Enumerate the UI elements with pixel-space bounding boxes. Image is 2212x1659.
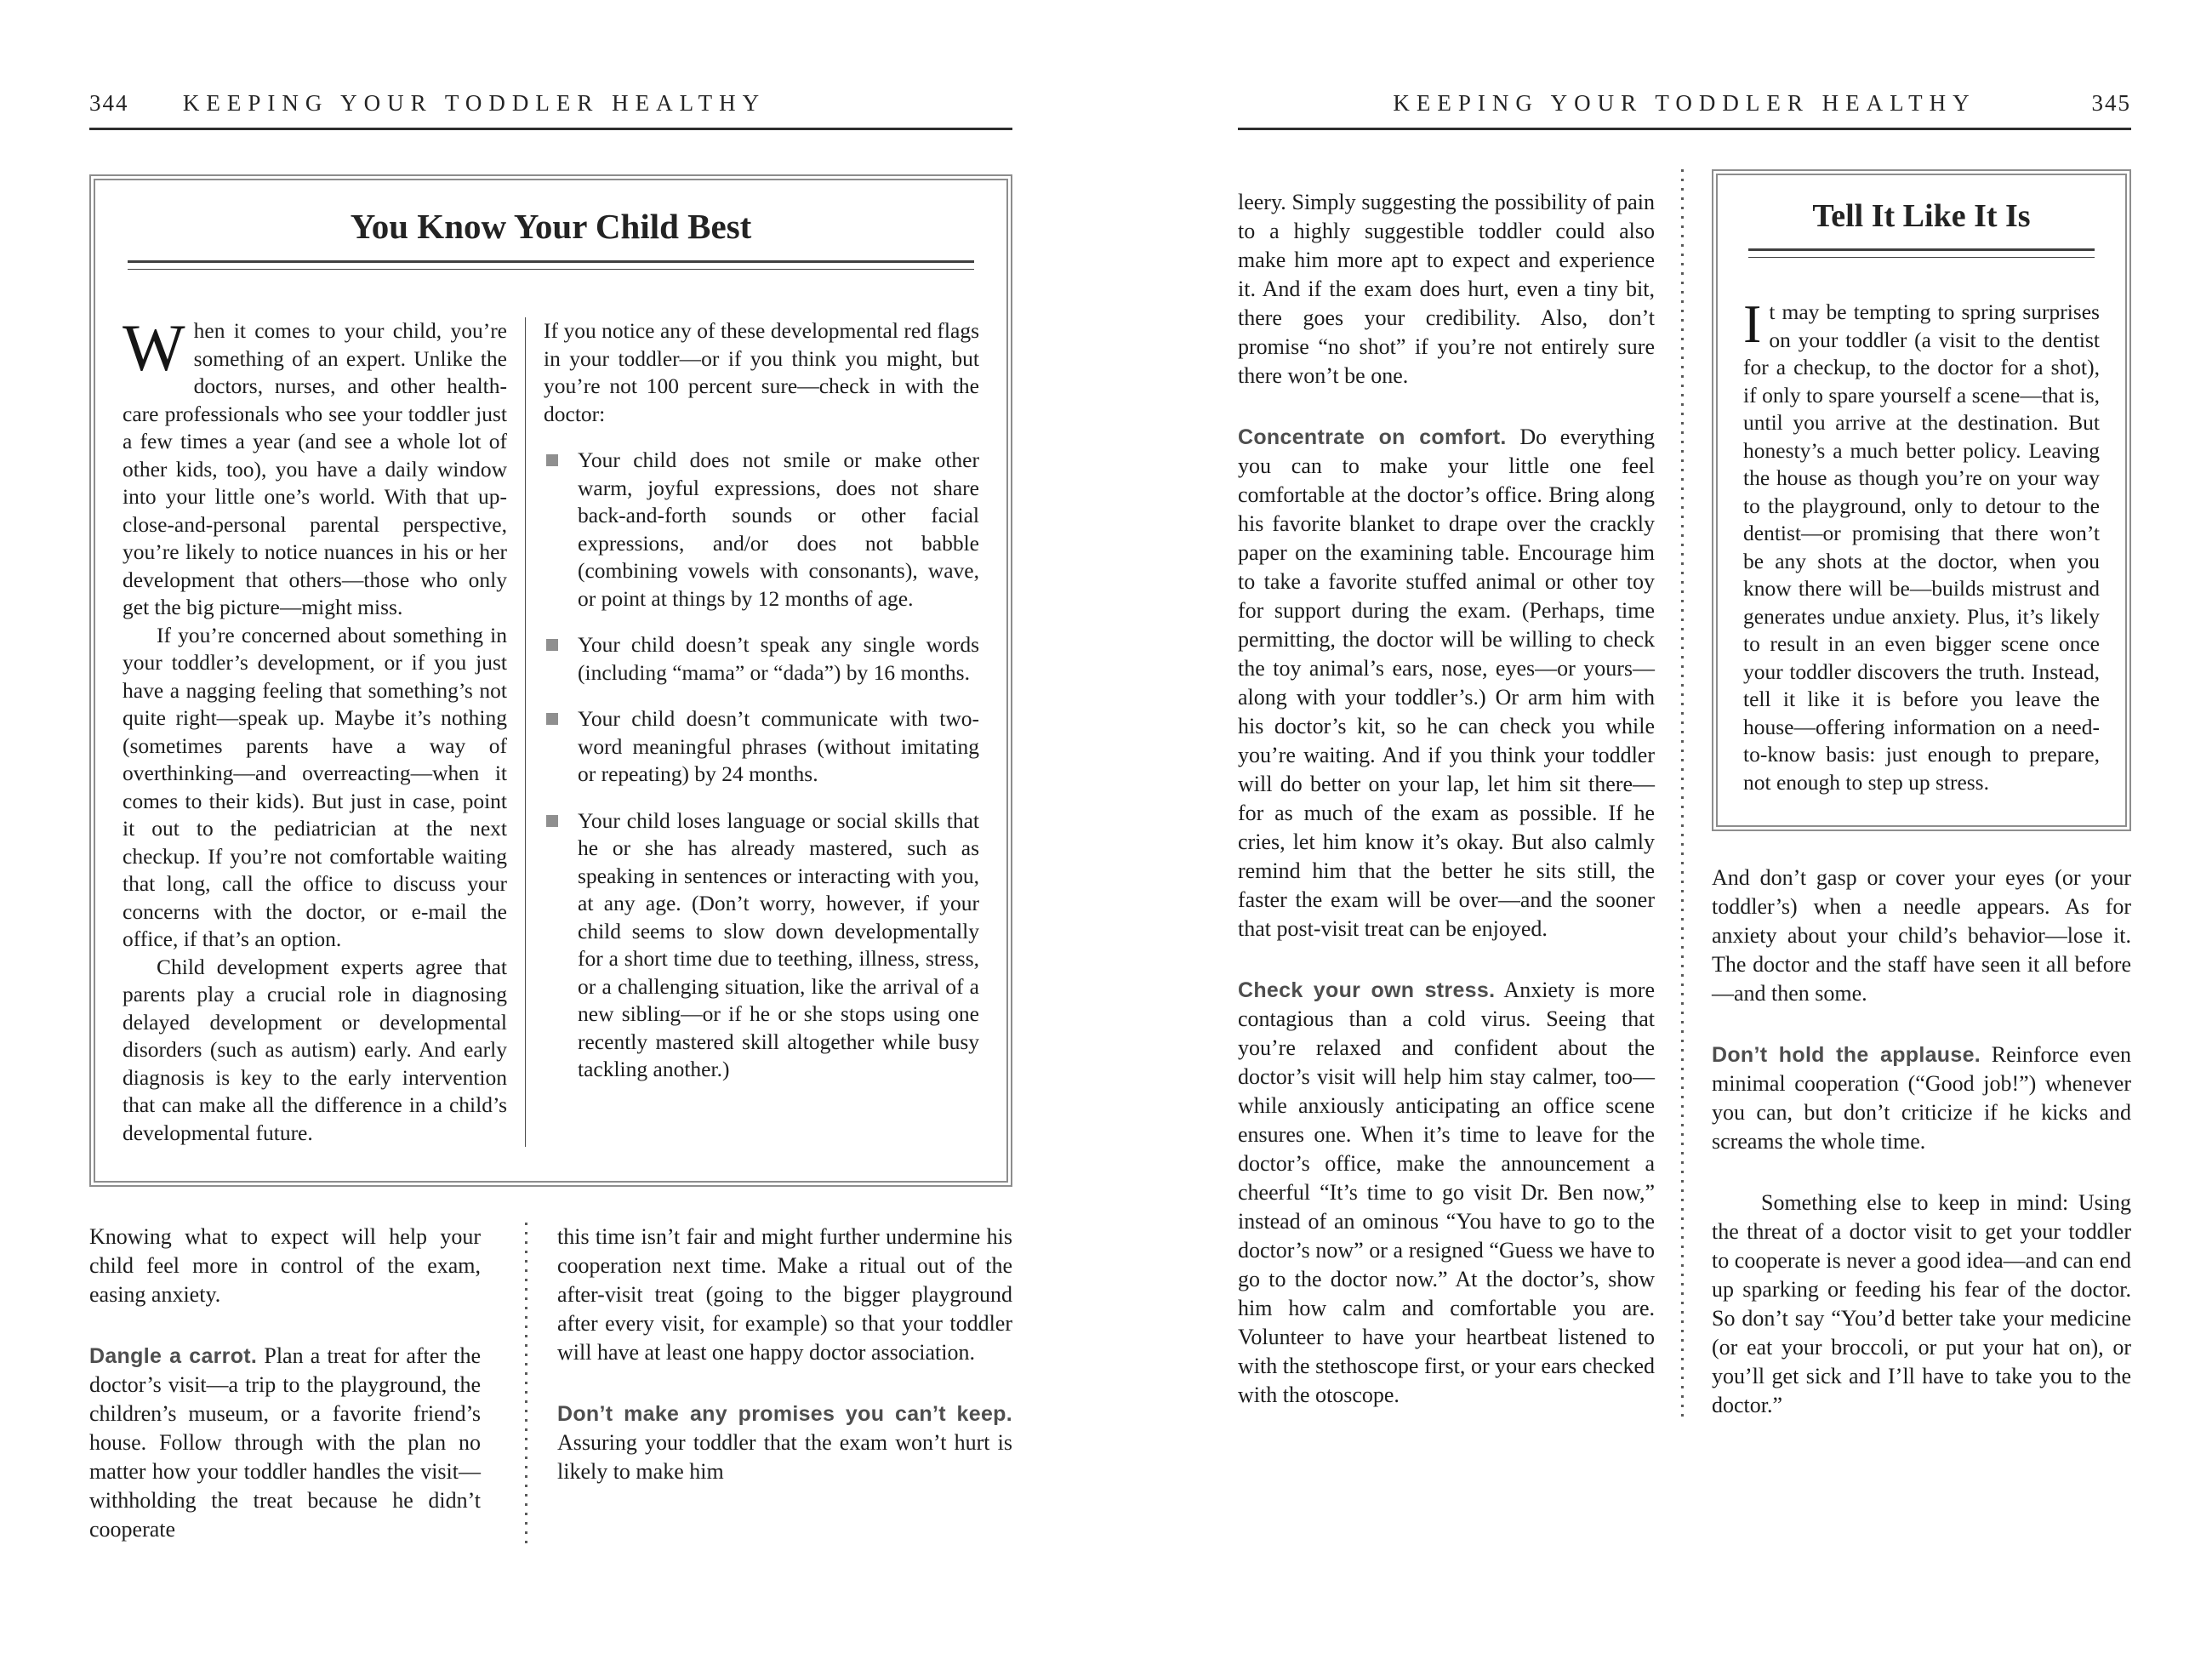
paragraph bbox=[123, 311, 507, 622]
running-head-right: KEEPING YOUR TODDLER HEALTHY bbox=[1393, 90, 1976, 116]
paragraph: Something else to keep in mind: Using the threat of a doctor visit to get your toddler to cooperate is never a good idea—and can end up sparking or feeding his fear of the doctor. So don’t say “You’d better take your medicine (or eat your broccoli, or put your hat on), or you’ll get sick and I’ll have to take you to the doctor.” bbox=[1712, 1190, 2131, 1417]
below-box-text bbox=[1712, 864, 2131, 1420]
box-column-1 bbox=[123, 311, 507, 1147]
box-column bbox=[1743, 294, 2100, 796]
page-number-left: 344 bbox=[89, 90, 129, 116]
paragraph-lead-in: Concentrate on comfort. bbox=[1238, 425, 1507, 449]
square-bullet-icon bbox=[546, 713, 558, 725]
paragraph bbox=[1238, 976, 1655, 1410]
dropcap-i: I bbox=[1743, 294, 1762, 354]
paragraph-text: hen it comes to your child, you’re something of an expert. Unlike the doctors, nurses, and other health-care professionals who see your toddler just a few times a year (and see a whole lot of other kids, too), you have a daily window into your little one’s world. With that up-close-and-personal parental perspective, you’re likely to notice nuances in his or her development that others—those who only get the big picture—might miss. bbox=[123, 318, 507, 619]
paragraph-lead-in: Check your own stress. bbox=[1238, 978, 1496, 1002]
paragraph-text: Assuring your toddler that the exam won’t hurt is likely to make him bbox=[557, 1430, 1012, 1484]
paragraph: If you’re concerned about something in your toddler’s development, or if you just have a nagging feeling that something’s not quite right—speak up. Maybe it’s nothing (sometimes parents have a way of overthinking—and overreacting—when it comes to their kids). But just in case, point it out to the pediatrician at the next checkup. If you’re not comfortable waiting that long, call the office to discuss your concerns with the doctor, or e-mail the office, if that’s an option. bbox=[123, 622, 507, 951]
list-item bbox=[544, 447, 979, 613]
list-item-text: Your child doesn’t speak any single words (including “mama” or “dada”) by 16 months. bbox=[578, 632, 979, 685]
paragraph: If you notice any of these developmental red flags in your toddler—or if you think you might, but you’re not 100 percent sure—check in with the doctor: bbox=[544, 318, 979, 426]
square-bullet-icon bbox=[546, 454, 558, 466]
paragraph-text: Reinforce even minimal cooperation (“Good job!”) whenever you can, but don’t criticize if he kicks and screams the whole time. bbox=[1712, 1042, 2131, 1154]
you-know-your-child-best-box bbox=[89, 174, 1012, 1187]
running-head-left: KEEPING YOUR TODDLER HEALTHY bbox=[182, 90, 767, 116]
right-page-left-column bbox=[1238, 188, 1655, 1420]
paragraph-text: Plan a treat for after the doctor’s visit—a trip to the playground, the children’s museum, or a favorite friend’s house. Follow through with the plan no matter how your toddler handles the visit—withholding the treat because he didn’t cooperate bbox=[89, 1343, 481, 1542]
paragraph-lead-in: Don’t hold the applause. bbox=[1712, 1043, 1981, 1067]
paragraph bbox=[1712, 1040, 2131, 1156]
paragraph: this time isn’t fair and might further undermine his cooperation next time. Make a ritual out of the after-visit treat (going to the bigger playground after every visit, for example) so that your toddler will have at least one happy doctor association. bbox=[557, 1224, 1012, 1365]
tell-it-like-it-is-box bbox=[1712, 169, 2131, 831]
box-column-2 bbox=[544, 317, 979, 1147]
paragraph: And don’t gasp or cover your eyes (or your toddler’s) when a needle appears. As for anxiety about your child’s behavior—lose it. The doctor and the staff have seen it all before—and then some. bbox=[1712, 865, 2131, 1006]
left-page bbox=[89, 0, 1012, 1659]
paragraph-text: Anxiety is more contagious than a cold virus. Seeing that you’re relaxed and confident about the doctor’s visit will help him stay calmer, too—while anxiously anticipating an office scene ensures one. When it’s time to leave for the doctor’s office, make the announcement a cheerful “It’s time to go visit Dr. Ben now,” instead of an ominous “You have to go to the doctor’s now” or a resigned “Guess we have to go to the doctor now.” At the doctor’s, show him how calm and comfortable you are. Volunteer to have your heartbeat listened to with the stethoscope first, or your ears checked with the otoscope. bbox=[1238, 978, 1655, 1407]
bottom-column-2 bbox=[557, 1223, 1012, 1544]
list-item bbox=[544, 705, 979, 789]
box-columns bbox=[123, 311, 979, 1147]
list-item-text: Your child loses language or social skills that he or she has already mastered, such as speaking in sentences or interacting with you, at any age. (Don’t worry, however, if your child seems to slow down developmentally for a short time due to teething, illness, stress, or a challenging situation, like the arrival of a new sibling—or if he or she stops using one recently mastered skill altogether while busy tackling another.) bbox=[578, 807, 979, 1081]
square-bullet-icon bbox=[546, 639, 558, 651]
right-page-columns bbox=[1238, 169, 2131, 1420]
paragraph bbox=[1743, 294, 2100, 796]
paragraph-text: t may be tempting to spring surprises on your toddler (a visit to the dentist for a checkup, to the doctor for a shot), if only to spare yourself a scene—that is, until you arrive at the destination. But honesty’s a much better policy. Leaving the house as though you’re on your way to the playground, only to detour to the dentist—or promising that there won’t be any shots at the doctor, when you know there will be—builds mistrust and generates undue anxiety. Plus, it’s likely to result in an even bigger scene once your toddler discovers the truth. Instead, tell it like it is before you leave the house—offering information on a need-to-know basis: just enough to prepare, not enough to step up stress. bbox=[1743, 299, 2100, 795]
paragraph bbox=[89, 1342, 481, 1544]
paragraph: Child development experts agree that parents play a crucial role in diagnosing delayed development or developmental disorders (such as autism) early. And early diagnosis is key to the early intervention that can make all the difference in a child’s developmental future. bbox=[123, 954, 507, 1145]
box-title: Tell It Like It Is bbox=[1812, 198, 2031, 234]
title-double-rule bbox=[128, 260, 974, 270]
box-title: You Know Your Child Best bbox=[350, 207, 752, 246]
paragraph bbox=[1238, 423, 1655, 944]
right-page bbox=[1238, 0, 2131, 1659]
paragraph-text: Do everything you can to make your little one feel comfortable at the doctor’s office. Bring along his favorite blanket to drape over the crackly paper on the examining table. Encourage him to take a favorite stuffed animal or other toy for support during the exam. (Perhaps, time permitting, the doctor will be willing to check the toy animal’s ears, nose, eyes—or yours—along with your toddler’s.) Or arm him with his doctor’s kit, so he can check you while you’re waiting. And if you think your toddler will do better on your lap, let him sit there—for as much of the exam as possible. If he cries, let him know it’s okay. But also calmly remind him that the better he sits still, the faster the exam will be over—and the sooner that post-visit treat can be enjoyed. bbox=[1238, 425, 1655, 941]
left-page-bottom-columns bbox=[89, 1223, 1012, 1544]
paragraph: Knowing what to expect will help your child feel more in control of the exam, easing anxiety. bbox=[89, 1224, 481, 1307]
paragraph: leery. Simply suggesting the possibility of pain to a highly suggestible toddler could also make him more apt to expect and experience it. And if the exam does hurt, even a tiny bit, there goes your credibility. Also, don’t promise “no shot” if you’re not entirely sure there won’t be one. bbox=[1238, 190, 1655, 388]
left-running-header bbox=[89, 88, 1012, 130]
paragraph-lead-in: Don’t make any promises you can’t keep. bbox=[557, 1402, 1012, 1426]
paragraph bbox=[557, 1400, 1012, 1486]
list-item bbox=[544, 807, 979, 1084]
page-number-right: 345 bbox=[2091, 90, 2131, 116]
list-item-text: Your child does not smile or make other warm, joyful expressions, does not share back-and-forth sounds or other facial expressions, and/or does not babble (combining vowels with consonants), wave, or point at things by 12 months of age. bbox=[578, 448, 979, 611]
right-running-header bbox=[1238, 88, 2131, 130]
dotted-column-divider bbox=[525, 1223, 527, 1544]
column-divider-rule bbox=[525, 317, 526, 1147]
list-item-text: Your child doesn’t communicate with two-word meaningful phrases (without imitating or repeating) by 24 months. bbox=[578, 706, 979, 786]
paragraph-lead-in: Dangle a carrot. bbox=[89, 1344, 258, 1368]
dropcap-w: W bbox=[123, 311, 185, 385]
title-double-rule bbox=[1748, 248, 2095, 258]
bottom-column-1 bbox=[89, 1223, 481, 1544]
list-item bbox=[544, 631, 979, 687]
box-text-area bbox=[1743, 294, 2100, 796]
right-page-right-column bbox=[1712, 169, 2131, 1420]
square-bullet-icon bbox=[546, 815, 558, 827]
dotted-page-divider bbox=[1681, 169, 1684, 1420]
